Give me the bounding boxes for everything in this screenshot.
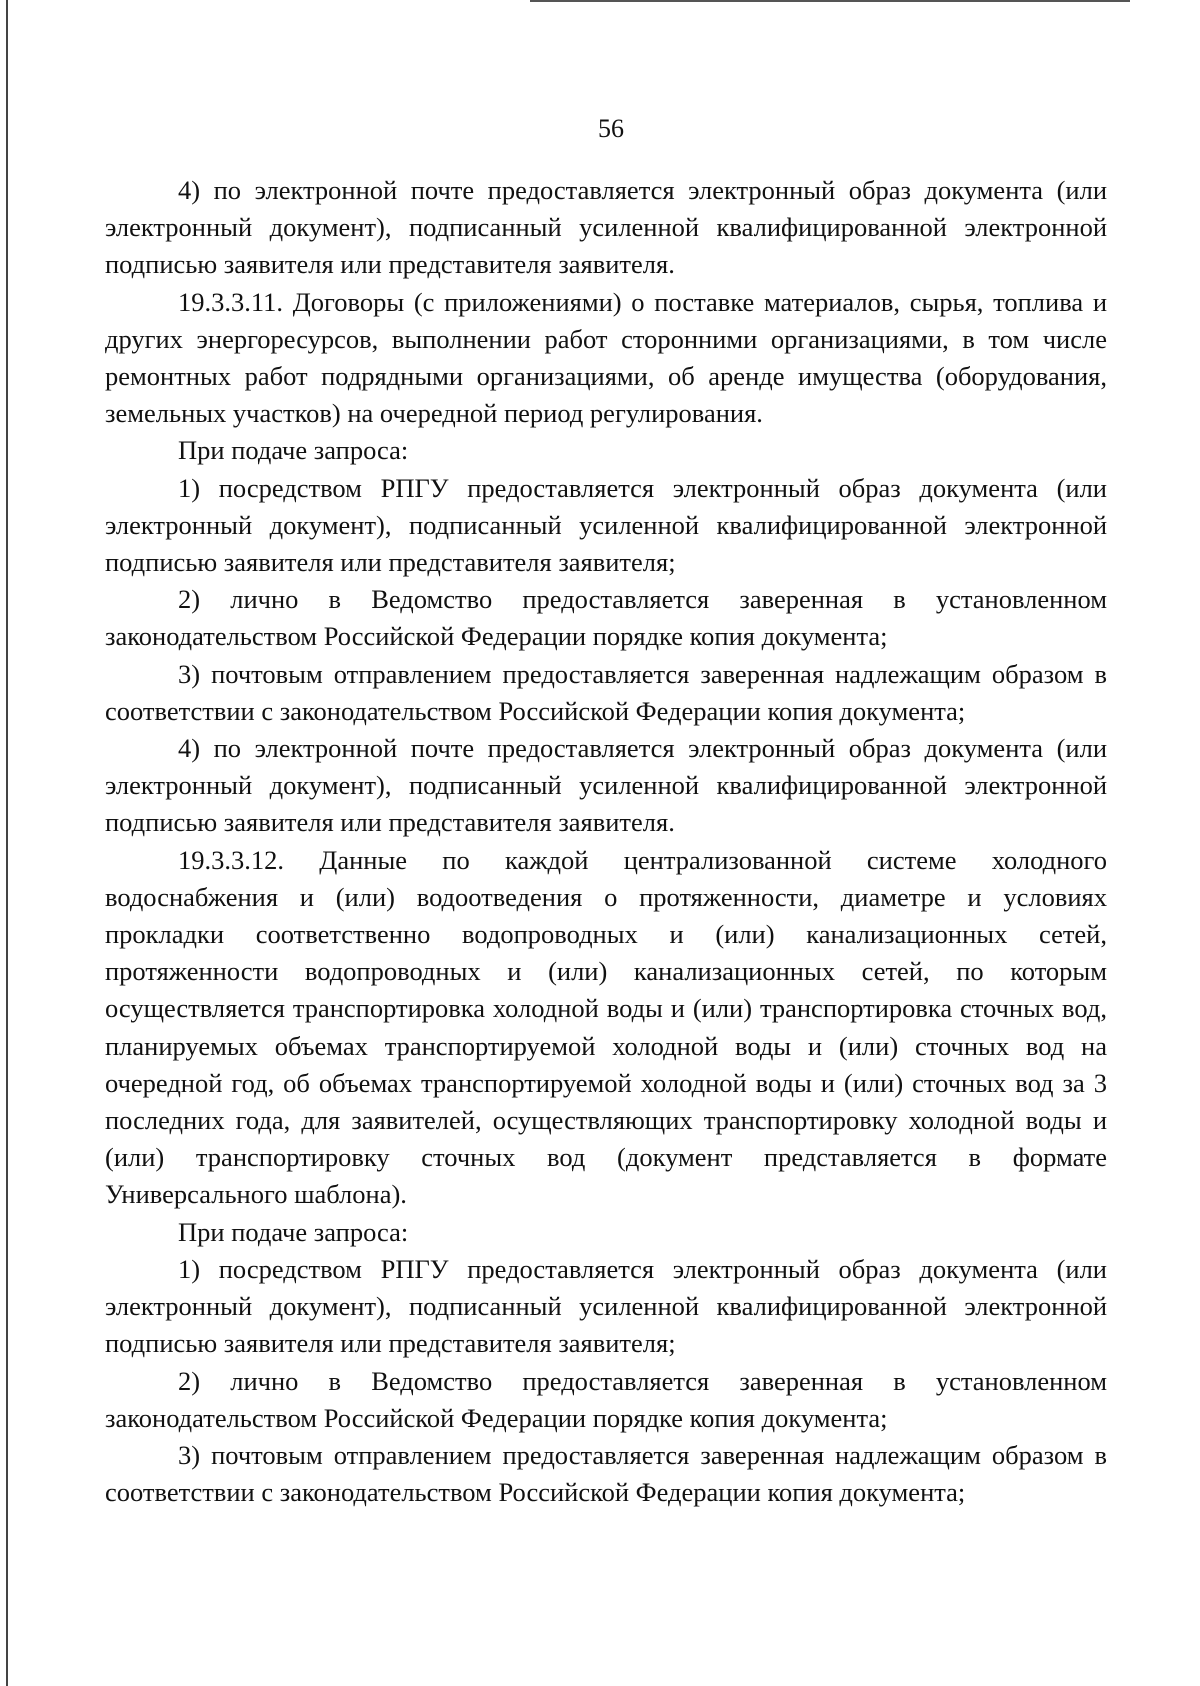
document-body xyxy=(105,172,1107,1511)
paragraph-postal-delivery: 3) почтовым отправлением предоставляется заверенная надлежащим образом в соответствии с законодательством Российской Федерации копия документа; xyxy=(105,658,1107,726)
paragraph-request-heading: При подаче запроса: xyxy=(178,1216,409,1247)
paragraph-in-person-delivery: 2) лично в Ведомство предоставляется заверенная в установленном законодательством Российской Федерации порядке копия документа; xyxy=(105,1365,1107,1433)
scan-left-edge xyxy=(6,0,8,1686)
paragraph-request-heading: При подаче запроса: xyxy=(178,435,409,466)
paragraph-email-delivery: 4) по электронной почте предоставляется электронный образ документа (или электронный документ), подписанный усиленной квалифицированной электронной подписью заявителя или представителя заявителя. xyxy=(105,175,1107,280)
paragraph-email-delivery: 4) по электронной почте предоставляется электронный образ документа (или электронный документ), подписанный усиленной квалифицированной электронной подписью заявителя или представителя заявителя. xyxy=(105,733,1107,838)
paragraph-19-3-3-11: 19.3.3.11. Договоры (с приложениями) о поставке материалов, сырья, топлива и других энергоресурсов, выполнении работ сторонними организациями, в том числе ремонтных работ подрядными организациями, об аренде имущества (оборудования, земельных участков) на очередной период регулирования. xyxy=(105,286,1107,429)
scan-top-rule xyxy=(530,0,1130,2)
paragraph-rpgu-delivery: 1) посредством РПГУ предоставляется электронный образ документа (или электронный документ), подписанный усиленной квалифицированной электронной подписью заявителя или представителя заявителя; xyxy=(105,472,1107,578)
paragraph-postal-delivery: 3) почтовым отправлением предоставляется заверенная надлежащим образом в соответствии с законодательством Российской Федерации копия документа; xyxy=(105,1439,1107,1508)
paragraph-19-3-3-12: 19.3.3.12. Данные по каждой централизованной системе холодного водоснабжения и (или) водоотведения о протяженности, диаметре и условиях прокладки соответственно водопроводных и (или) канализационных сетей, протяженности водопроводных и (или) канализационных сетей, по которым осуществляется транспортировка холодной воды и (или) транспортировка сточных вод, планируемых объемах транспортируемой холодной воды и (или) сточных вод на очередной год, об объемах транспортируемой холодной воды и (или) сточных вод за 3 последних года, для заявителей, осуществляющих транспортировку холодной воды и (или) транспортировку сточных вод (документ представляется в формате Универсального шаблона). xyxy=(105,844,1107,1210)
paragraph-rpgu-delivery: 1) посредством РПГУ предоставляется электронный образ документа (или электронный документ), подписанный усиленной квалифицированной электронной подписью заявителя или представителя заявителя; xyxy=(105,1253,1107,1359)
paragraph-in-person-delivery: 2) лично в Ведомство предоставляется заверенная в установленном законодательством Российской Федерации порядке копия документа; xyxy=(105,584,1107,652)
page-number: 56 xyxy=(598,114,624,143)
